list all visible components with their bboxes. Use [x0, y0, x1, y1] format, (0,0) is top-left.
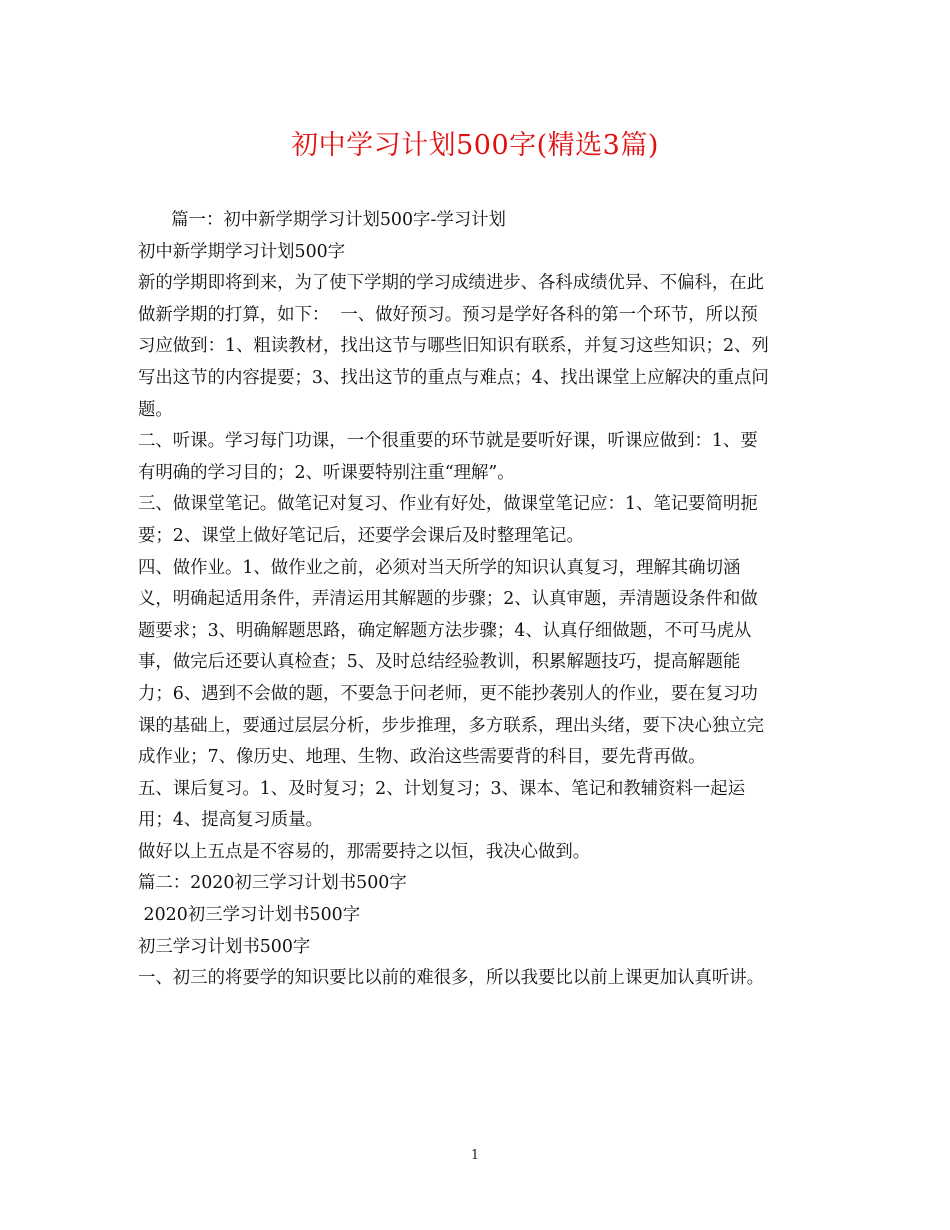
body-line: 要；2、课堂上做好笔记后，还要学会课后及时整理笔记。 — [138, 525, 584, 546]
body-line: 二、听课。学习每门功课，一个很重要的环节就是要听好课，听课应做到：1、要 — [138, 431, 758, 452]
body-line: 初三学习计划书500字 — [138, 936, 311, 957]
body-line: 做好以上五点是不容易的，那需要持之以恒，我决心做到。 — [138, 841, 591, 862]
page-number: 1 — [470, 1148, 480, 1163]
body-line: 题。 — [138, 399, 173, 420]
body-line: 习应做到：1、粗读教材，找出这节与哪些旧知识有联系，并复习这些知识；2、列 — [138, 336, 769, 357]
body-line: 做新学期的打算，如下： 一、做好预习。预习是学好各科的第一个环节，所以预 — [138, 304, 758, 325]
body-line: 义，明确起适用条件，弄清运用其解题的步骤；2、认真审题，弄清题设条件和做 — [138, 589, 758, 610]
body-line: 三、做课堂笔记。做笔记对复习、作业有好处，做课堂笔记应：1、笔记要简明扼 — [138, 494, 758, 515]
body-line: 有明确的学习目的；2、听课要特别注重“理解”。 — [138, 462, 515, 483]
body-line: 四、做作业。1、做作业之前，必须对当天所学的知识认真复习，理解其确切涵 — [138, 557, 741, 578]
body-line: 课的基础上，要通过层层分析，步步推理，多方联系，理出头绪，要下决心独立完 — [138, 715, 765, 736]
body-line: 初中新学期学习计划500字 — [138, 241, 346, 262]
body-line: 篇一：初中新学期学习计划500字-学习计划 — [138, 210, 506, 230]
body-line: 题要求；3、明确解题思路，确定解题方法步骤；4、认真仔细做题，不可马虎从 — [138, 620, 752, 641]
body-line: 写出这节的内容提要；3、找出这节的重点与难点；4、找出课堂上应解决的重点问 — [138, 367, 769, 388]
body-line: 五、课后复习。1、及时复习；2、计划复习；3、课本、笔记和教辅资料一起运 — [138, 778, 746, 799]
body-line: 用；4、提高复习质量。 — [138, 810, 323, 831]
document-title: 初中学习计划500字(精选3篇) — [291, 130, 659, 161]
body-line: 篇二：2020初三学习计划书500字 — [138, 873, 407, 894]
body-line: 成作业；7、像历史、地理、生物、政治这些需要背的科目，要先背再做。 — [138, 747, 706, 768]
body-line: 新的学期即将到来，为了使下学期的学习成绩进步、各科成绩优异、不偏科，在此 — [138, 273, 765, 294]
body-line: 事，做完后还要认真检查；5、及时总结经验教训，积累解题技巧，提高解题能 — [138, 652, 741, 673]
body-line: 力；6、遇到不会做的题，不要急于问老师，更不能抄袭别人的作业，要在复习功 — [138, 683, 758, 704]
body-line: 一、初三的将要学的知识要比以前的难很多，所以我要比以前上课更加认真听讲。 — [138, 968, 765, 989]
document-body — [138, 205, 816, 995]
body-line: 2020初三学习计划书500字 — [138, 905, 361, 926]
